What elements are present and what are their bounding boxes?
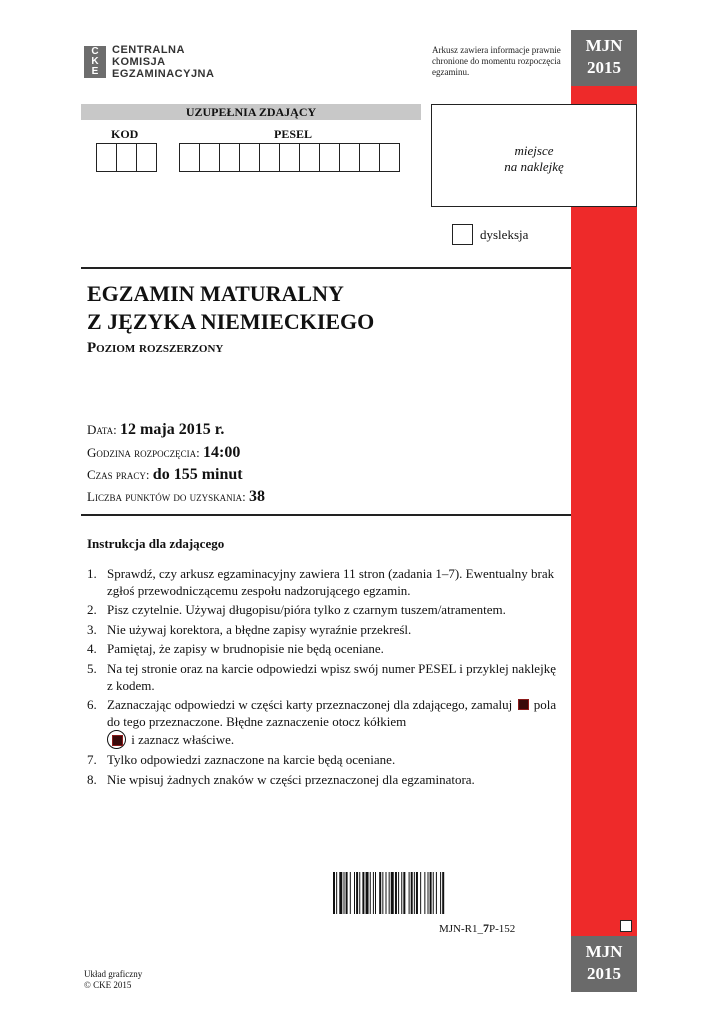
barcode-bar [414, 872, 415, 914]
barcode-bar [373, 872, 374, 914]
instruction-number: 4. [87, 641, 97, 657]
instruction-item [87, 661, 557, 694]
kod-digit-box[interactable] [116, 143, 137, 172]
barcode-bar [411, 872, 413, 914]
barcode-bar [416, 872, 418, 914]
sticker-placeholder[interactable] [431, 104, 637, 207]
dysleksja-checkbox[interactable] [452, 224, 473, 245]
instruction-number: 5. [87, 660, 97, 676]
pesel-label: PESEL [274, 127, 313, 141]
barcode-bar [344, 872, 345, 914]
duration-value: do 155 minut [152, 466, 243, 483]
exam-code-top [571, 30, 637, 86]
filled-square-icon [518, 699, 529, 710]
start-time-label: Godzina rozpoczęcia: [87, 445, 200, 460]
instruction-item [87, 641, 557, 658]
logo-line: CENTRALNA [112, 44, 185, 56]
instructions-title: Instrukcja dla zdającego [87, 536, 225, 551]
barcode-bar [336, 872, 337, 914]
instruction-number: 8. [87, 771, 97, 787]
pesel-digit-box[interactable] [359, 143, 380, 172]
instruction-item [87, 772, 557, 789]
instruction-text: Pamiętaj, że zapisy w brudnopisie nie będą oceniane. [107, 641, 384, 657]
pesel-digit-box[interactable] [239, 143, 260, 172]
logo-letter-k: K [91, 56, 99, 67]
barcode-bar [403, 872, 405, 914]
kod-label: KOD [111, 127, 139, 141]
exam-code-line: MJN [585, 36, 623, 55]
barcode-bar [350, 872, 351, 914]
barcode-bar [440, 872, 441, 914]
instructions-list [87, 566, 557, 792]
logo-line: EGZAMINACYJNA [112, 68, 215, 80]
instruction-text: Tylko odpowiedzi zaznaczone na karcie będą oceniane. [107, 752, 396, 768]
barcode-caption-part: P-152 [489, 923, 516, 935]
barcode-bar [375, 872, 376, 914]
pesel-digit-box[interactable] [339, 143, 360, 172]
barcode-bar [354, 872, 355, 914]
date-line [87, 421, 224, 439]
barcode-bar [359, 872, 360, 914]
barcode-bar [356, 872, 358, 914]
pesel-digit-box[interactable] [199, 143, 220, 172]
logo-letter-e: E [91, 66, 99, 77]
instruction-item [87, 602, 557, 619]
barcode-caption-part: MJN-R1_ [439, 923, 484, 935]
barcode-bar [370, 872, 371, 914]
instruction-text-part: Zaznaczając odpowiedzi w części karty przeznaczonej dla zdającego, zamaluj [107, 697, 513, 713]
divider [81, 514, 571, 516]
footer-line: Układ graficzny [84, 969, 143, 979]
barcode-bar [420, 872, 421, 914]
instruction-number: 2. [87, 602, 97, 618]
exam-code-line: MJN [585, 942, 623, 961]
points-value: 38 [249, 488, 266, 505]
pesel-digit-box[interactable] [279, 143, 300, 172]
barcode-bar [436, 872, 437, 914]
instruction-item [87, 622, 557, 639]
barcode-bar [366, 872, 369, 914]
exam-year-line: 2015 [587, 964, 621, 983]
barcode-bar [398, 872, 399, 914]
exam-title: EGZAMIN MATURALNY [87, 281, 344, 306]
exam-level: Poziom rozszerzony [87, 340, 224, 356]
logo-line: KOMISJA [112, 56, 166, 68]
barcode-image [333, 872, 543, 914]
divider [81, 267, 571, 269]
instruction-number: 3. [87, 621, 97, 637]
pesel-digit-box[interactable] [379, 143, 400, 172]
instruction-text [107, 697, 557, 749]
pesel-digit-box[interactable] [259, 143, 280, 172]
footer [84, 969, 142, 991]
instruction-text-part: pola do tego przeznaczone. Błędne zaznaczenie otocz kółkiem [107, 697, 557, 729]
barcode-bar [386, 872, 387, 914]
barcode-bar [409, 872, 410, 914]
kod-digit-box[interactable] [136, 143, 157, 172]
duration-label: Czas pracy: [87, 467, 150, 482]
pesel-digit-box[interactable] [219, 143, 240, 172]
kod-digit-box[interactable] [96, 143, 117, 172]
instruction-item [87, 566, 557, 599]
exam-subject: Z JĘZYKA NIEMIECKIEGO [87, 309, 375, 334]
barcode-bar [346, 872, 348, 914]
red-side-band [571, 86, 637, 936]
fill-in-header: UZUPEŁNIA ZDAJĄCY [81, 104, 421, 120]
instruction-text: Na tej stronie oraz na karcie odpowiedzi wpisz swój numer PESEL i przyklej naklejkę z kodem. [107, 660, 556, 693]
instruction-number: 7. [87, 752, 97, 768]
cke-logo-text [112, 44, 214, 80]
cke-logo-mark [84, 46, 106, 78]
instruction-text: Pisz czytelnie. Używaj długopisu/pióra tylko z czarnym tuszem/atramentem. [107, 602, 506, 618]
barcode-bar [389, 872, 390, 914]
barcode-bar [362, 872, 364, 914]
barcode-bar [430, 872, 432, 914]
footer-line: © CKE 2015 [84, 980, 132, 990]
barcode-bar [391, 872, 394, 914]
barcode-bar [395, 872, 397, 914]
sticker-text: na naklejkę [504, 159, 564, 174]
barcode-bar [339, 872, 342, 914]
barcode-bar [382, 872, 383, 914]
duration-line [87, 466, 243, 484]
start-time-line [87, 444, 240, 462]
instruction-text: Nie używaj korektora, a błędne zapisy wyraźnie przekreśl. [107, 621, 412, 637]
date-value: 12 maja 2015 r. [120, 421, 225, 438]
barcode-bar [433, 872, 434, 914]
barcode-caption-part: 7 [483, 921, 490, 935]
barcode-bar [442, 872, 444, 914]
barcode-bar [428, 872, 429, 914]
exam-year-line: 2015 [587, 58, 621, 77]
start-time-value: 14:00 [203, 444, 241, 461]
logo-letter-c: C [91, 46, 99, 57]
sticker-text: miejsce [514, 143, 554, 158]
instruction-number: 1. [87, 566, 97, 581]
pesel-input-boxes[interactable] [179, 143, 399, 172]
barcode-bar [333, 872, 335, 914]
instruction-number: 6. [87, 697, 97, 713]
instruction-item [87, 697, 557, 749]
instruction-text: Sprawdź, czy arkusz egzaminacyjny zawiera 11 stron (zadania 1–7). Ewentualny brak zgłoś przewodniczącemu zespołu nadzorującego egzamin. [107, 566, 555, 598]
instruction-text-part: i zaznacz właściwe. [131, 732, 235, 748]
barcode-bar [424, 872, 425, 914]
dysleksja-label: dysleksja [480, 227, 529, 242]
barcode-bar [401, 872, 402, 914]
confidentiality-notice: Arkusz zawiera informacje prawnie chronione do momentu rozpoczęcia egzaminu. [432, 45, 561, 77]
corner-square-marker [620, 920, 632, 932]
barcode-bar [379, 872, 381, 914]
exam-code-bottom [571, 936, 637, 992]
pesel-digit-box[interactable] [319, 143, 340, 172]
points-label: Liczba punktów do uzyskania: [87, 489, 246, 504]
barcode-caption [439, 921, 515, 936]
kod-input-boxes[interactable] [96, 143, 156, 172]
points-line [87, 488, 265, 506]
cke-logo [84, 44, 214, 80]
date-label: Data: [87, 422, 117, 437]
pesel-digit-box[interactable] [179, 143, 200, 172]
pesel-digit-box[interactable] [299, 143, 320, 172]
instruction-text: Nie wpisuj żadnych znaków w części przeznaczonej dla egzaminatora. [107, 771, 475, 787]
circled-square-icon [107, 730, 126, 749]
instruction-item [87, 752, 557, 769]
